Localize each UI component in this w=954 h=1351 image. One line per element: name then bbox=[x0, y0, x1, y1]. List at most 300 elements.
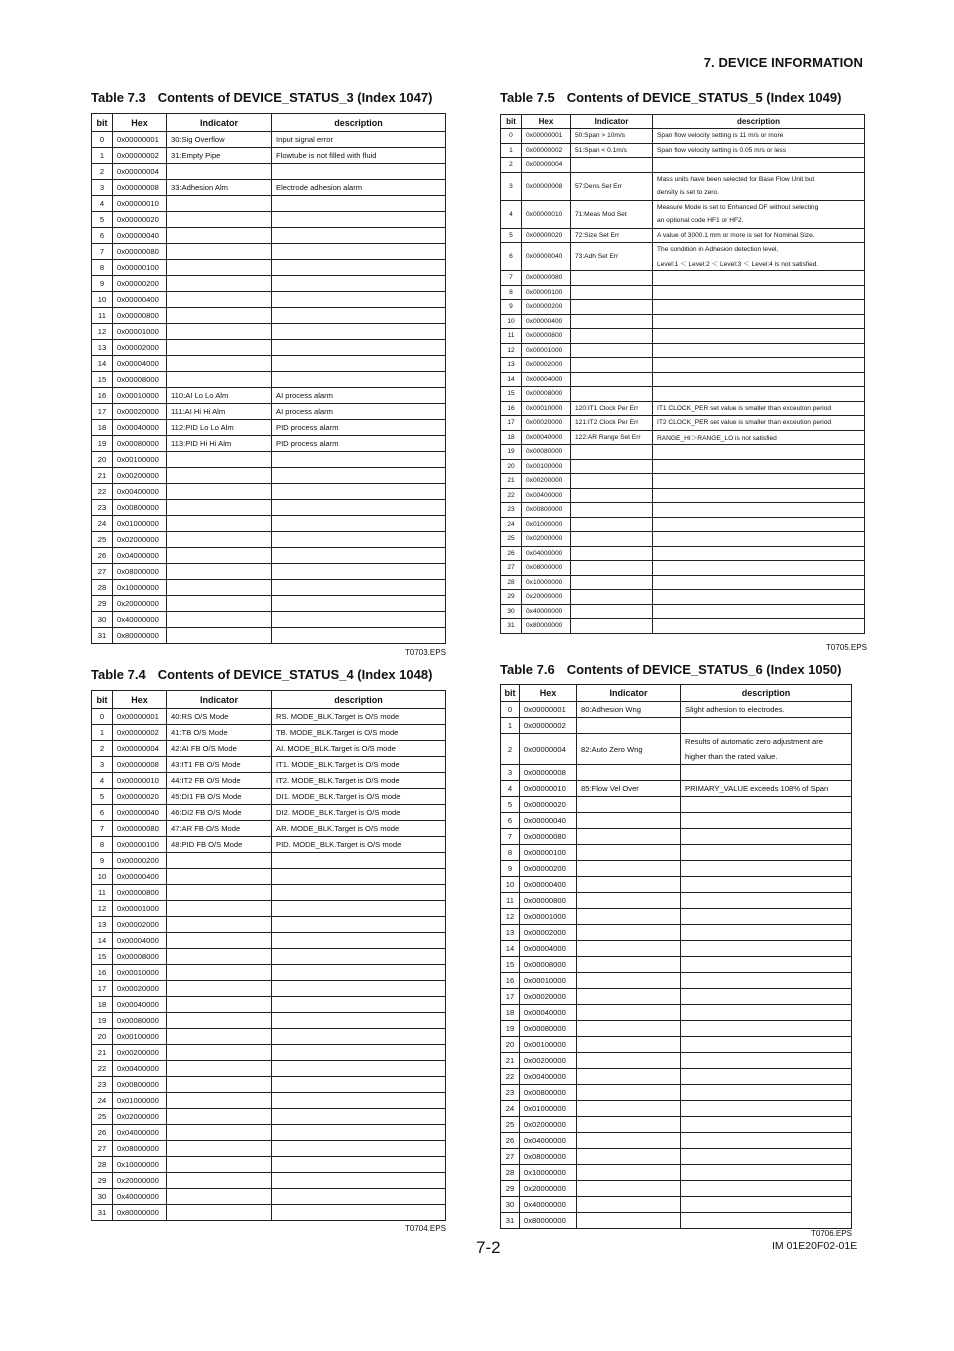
hex-cell: 0x00100000 bbox=[113, 1029, 167, 1045]
indicator-cell bbox=[571, 474, 653, 489]
bit-cell: 20 bbox=[501, 1037, 520, 1053]
table-row bbox=[501, 941, 852, 957]
table-row bbox=[92, 228, 446, 244]
table-row bbox=[92, 1189, 446, 1205]
description-cell bbox=[653, 474, 865, 489]
table-row bbox=[501, 561, 865, 576]
table-row bbox=[501, 158, 865, 173]
table-row bbox=[92, 500, 446, 516]
table-row bbox=[92, 949, 446, 965]
table-row bbox=[501, 358, 865, 373]
indicator-cell: 45:DI1 FB O/S Mode bbox=[167, 789, 272, 805]
col-header-hex: Hex bbox=[522, 115, 571, 129]
description-cell bbox=[681, 1069, 852, 1085]
bit-cell: 31 bbox=[92, 1205, 113, 1221]
bit-cell: 10 bbox=[501, 314, 522, 329]
indicator-cell bbox=[167, 1093, 272, 1109]
table-row bbox=[501, 172, 865, 186]
bit-cell: 9 bbox=[92, 853, 113, 869]
indicator-cell bbox=[571, 329, 653, 344]
indicator-cell bbox=[571, 343, 653, 358]
description-cell bbox=[272, 244, 446, 260]
description-cell: The condition in Adhesion detection level, bbox=[653, 243, 865, 257]
bit-cell: 13 bbox=[501, 925, 520, 941]
table-row bbox=[92, 212, 446, 228]
header-row bbox=[92, 114, 446, 132]
hex-cell: 0x00000002 bbox=[520, 718, 577, 734]
hex-cell: 0x00000080 bbox=[113, 244, 167, 260]
description-cell-line-2: density is set to zero. bbox=[653, 186, 865, 200]
table-row bbox=[501, 285, 865, 300]
hex-cell: 0x00100000 bbox=[522, 459, 571, 474]
description-cell bbox=[272, 853, 446, 869]
table-row bbox=[92, 773, 446, 789]
indicator-cell bbox=[571, 285, 653, 300]
table-row bbox=[92, 388, 446, 404]
bit-cell: 15 bbox=[501, 957, 520, 973]
description-cell: PID. MODE_BLK.Target is O/S mode bbox=[272, 837, 446, 853]
description-cell bbox=[272, 564, 446, 580]
bit-cell: 15 bbox=[92, 372, 113, 388]
hex-cell: 0x80000000 bbox=[113, 1205, 167, 1221]
bit-cell: 21 bbox=[501, 474, 522, 489]
bit-cell: 15 bbox=[501, 387, 522, 402]
description-cell bbox=[272, 981, 446, 997]
table-row bbox=[501, 989, 852, 1005]
description-cell bbox=[272, 516, 446, 532]
hex-cell: 0x00008000 bbox=[520, 957, 577, 973]
bit-cell: 1 bbox=[501, 143, 522, 158]
bit-cell: 26 bbox=[92, 1125, 113, 1141]
indicator-cell bbox=[167, 1205, 272, 1221]
hex-cell: 0x80000000 bbox=[522, 619, 571, 634]
hex-cell: 0x00020000 bbox=[113, 404, 167, 420]
description-cell bbox=[272, 292, 446, 308]
bit-cell: 6 bbox=[92, 805, 113, 821]
table-row bbox=[501, 797, 852, 813]
table-row bbox=[501, 575, 865, 590]
indicator-cell bbox=[577, 989, 681, 1005]
hex-cell: 0x01000000 bbox=[113, 1093, 167, 1109]
bit-cell: 0 bbox=[92, 132, 113, 148]
col-header-indicator: Indicator bbox=[167, 691, 272, 709]
bit-cell: 13 bbox=[92, 917, 113, 933]
bit-cell: 8 bbox=[92, 837, 113, 853]
indicator-cell bbox=[167, 196, 272, 212]
hex-cell: 0x00000010 bbox=[113, 773, 167, 789]
bit-cell: 8 bbox=[501, 285, 522, 300]
indicator-cell bbox=[577, 861, 681, 877]
indicator-cell bbox=[571, 358, 653, 373]
description-cell: IT1. MODE_BLK.Target is O/S mode bbox=[272, 757, 446, 773]
indicator-cell bbox=[571, 561, 653, 576]
indicator-cell bbox=[577, 973, 681, 989]
bit-cell: 1 bbox=[92, 148, 113, 164]
indicator-cell: 120:IT1 Clock Per Err bbox=[571, 401, 653, 416]
indicator-cell bbox=[167, 885, 272, 901]
description-cell: AR. MODE_BLK.Target is O/S mode bbox=[272, 821, 446, 837]
bit-cell: 2 bbox=[92, 741, 113, 757]
description-cell bbox=[653, 604, 865, 619]
hex-cell: 0x20000000 bbox=[113, 1173, 167, 1189]
indicator-cell bbox=[577, 1213, 681, 1229]
description-cell bbox=[272, 885, 446, 901]
bit-cell: 29 bbox=[92, 1173, 113, 1189]
hex-cell: 0x00008000 bbox=[522, 387, 571, 402]
hex-cell: 0x00000800 bbox=[113, 308, 167, 324]
bit-cell: 14 bbox=[501, 941, 520, 957]
bit-cell: 23 bbox=[501, 503, 522, 518]
bit-cell: 20 bbox=[92, 1029, 113, 1045]
description-cell bbox=[681, 718, 852, 734]
description-cell bbox=[681, 813, 852, 829]
table-row bbox=[92, 1045, 446, 1061]
indicator-cell bbox=[571, 590, 653, 605]
table-row bbox=[501, 1101, 852, 1117]
description-cell bbox=[653, 387, 865, 402]
table-row bbox=[501, 445, 865, 460]
table-row bbox=[501, 372, 865, 387]
description-cell bbox=[272, 1109, 446, 1125]
hex-cell: 0x00000100 bbox=[113, 837, 167, 853]
indicator-cell bbox=[167, 1125, 272, 1141]
description-cell bbox=[272, 532, 446, 548]
table-row bbox=[501, 416, 865, 431]
description-cell bbox=[681, 1197, 852, 1213]
col-header-bit: bit bbox=[501, 685, 520, 702]
hex-cell: 0x01000000 bbox=[113, 516, 167, 532]
table-row bbox=[501, 765, 852, 781]
indicator-cell bbox=[167, 901, 272, 917]
hex-cell: 0x00400000 bbox=[520, 1069, 577, 1085]
hex-cell: 0x00000010 bbox=[520, 781, 577, 797]
hex-cell: 0x80000000 bbox=[520, 1213, 577, 1229]
table-row bbox=[501, 1069, 852, 1085]
indicator-cell bbox=[577, 845, 681, 861]
bit-cell: 2 bbox=[92, 164, 113, 180]
indicator-cell: 30:Sig Overflow bbox=[167, 132, 272, 148]
description-cell bbox=[272, 1045, 446, 1061]
bit-cell: 6 bbox=[92, 228, 113, 244]
indicator-cell bbox=[167, 1157, 272, 1173]
indicator-cell bbox=[571, 546, 653, 561]
hex-cell: 0x00020000 bbox=[113, 981, 167, 997]
table-row bbox=[501, 488, 865, 503]
indicator-cell bbox=[167, 869, 272, 885]
table-row bbox=[501, 781, 852, 797]
description-cell: Measure Mode is set to Enhanced DF without selecting bbox=[653, 200, 865, 214]
hex-cell: 0x02000000 bbox=[522, 532, 571, 547]
hex-cell: 0x00000002 bbox=[113, 148, 167, 164]
indicator-cell bbox=[577, 1165, 681, 1181]
description-cell bbox=[653, 300, 865, 315]
indicator-cell: 46:DI2 FB O/S Mode bbox=[167, 805, 272, 821]
hex-cell: 0x00000100 bbox=[522, 285, 571, 300]
bit-cell: 22 bbox=[92, 1061, 113, 1077]
description-cell bbox=[653, 158, 865, 173]
description-cell bbox=[272, 228, 446, 244]
table-row bbox=[501, 1053, 852, 1069]
bit-cell: 18 bbox=[501, 430, 522, 445]
eps-label: T0706.EPS bbox=[811, 1229, 852, 1238]
bit-cell: 8 bbox=[501, 845, 520, 861]
hex-cell: 0x00001000 bbox=[113, 324, 167, 340]
table-row bbox=[92, 628, 446, 644]
indicator-cell bbox=[577, 813, 681, 829]
hex-cell: 0x00000020 bbox=[520, 797, 577, 813]
indicator-cell: 51:Span < 0.1m/s bbox=[571, 143, 653, 158]
bit-cell: 0 bbox=[92, 709, 113, 725]
table-row bbox=[92, 436, 446, 452]
hex-cell: 0x00002000 bbox=[113, 917, 167, 933]
bit-cell: 14 bbox=[92, 356, 113, 372]
indicator-cell bbox=[577, 765, 681, 781]
bit-cell: 0 bbox=[501, 702, 520, 718]
description-cell bbox=[653, 271, 865, 286]
bit-cell: 22 bbox=[501, 1069, 520, 1085]
hex-cell: 0x20000000 bbox=[522, 590, 571, 605]
indicator-cell bbox=[167, 949, 272, 965]
bit-cell: 7 bbox=[92, 821, 113, 837]
bit-cell: 2 bbox=[501, 158, 522, 173]
indicator-cell bbox=[167, 1141, 272, 1157]
bit-cell: 19 bbox=[92, 1013, 113, 1029]
bit-cell: 30 bbox=[92, 1189, 113, 1205]
description-cell bbox=[681, 877, 852, 893]
table-row bbox=[501, 143, 865, 158]
indicator-cell bbox=[167, 452, 272, 468]
description-cell: Electrode adhesion alarm bbox=[272, 180, 446, 196]
description-cell bbox=[272, 484, 446, 500]
hex-cell: 0x40000000 bbox=[113, 612, 167, 628]
table-row bbox=[501, 590, 865, 605]
bit-cell: 20 bbox=[501, 459, 522, 474]
bit-cell: 21 bbox=[92, 468, 113, 484]
description-cell: AI process alarm bbox=[272, 404, 446, 420]
indicator-cell: 71:Meas Mod Set bbox=[571, 200, 653, 228]
indicator-cell bbox=[577, 829, 681, 845]
hex-cell: 0x00040000 bbox=[113, 997, 167, 1013]
indicator-cell bbox=[167, 1189, 272, 1205]
description-cell bbox=[653, 561, 865, 576]
description-cell bbox=[653, 488, 865, 503]
indicator-cell bbox=[167, 244, 272, 260]
col-header-hex: Hex bbox=[113, 114, 167, 132]
hex-cell: 0x00000100 bbox=[520, 845, 577, 861]
table-row bbox=[501, 300, 865, 315]
description-cell: A value of 3000.1 mm or more is set for Nominal Size. bbox=[653, 228, 865, 243]
description-cell: AI process alarm bbox=[272, 388, 446, 404]
description-cell bbox=[272, 500, 446, 516]
indicator-cell bbox=[577, 1101, 681, 1117]
hex-cell: 0x02000000 bbox=[113, 532, 167, 548]
description-cell bbox=[653, 285, 865, 300]
hex-cell: 0x00000008 bbox=[113, 757, 167, 773]
indicator-cell bbox=[571, 488, 653, 503]
hex-cell: 0x00004000 bbox=[520, 941, 577, 957]
description-cell bbox=[681, 765, 852, 781]
hex-cell: 0x00008000 bbox=[113, 949, 167, 965]
table-row bbox=[501, 718, 852, 734]
bit-cell: 8 bbox=[92, 260, 113, 276]
table-row bbox=[92, 148, 446, 164]
description-cell bbox=[272, 260, 446, 276]
hex-cell: 0x00000010 bbox=[113, 196, 167, 212]
hex-cell: 0x00010000 bbox=[522, 401, 571, 416]
bit-cell: 10 bbox=[92, 869, 113, 885]
bit-cell: 6 bbox=[501, 243, 522, 271]
indicator-cell bbox=[167, 917, 272, 933]
description-cell bbox=[272, 933, 446, 949]
hex-cell: 0x00010000 bbox=[520, 973, 577, 989]
bit-cell: 21 bbox=[501, 1053, 520, 1069]
indicator-cell: 112:PID Lo Lo Alm bbox=[167, 420, 272, 436]
indicator-cell: 48:PID FB O/S Mode bbox=[167, 837, 272, 853]
table-row bbox=[92, 548, 446, 564]
table-row bbox=[92, 420, 446, 436]
bit-cell: 19 bbox=[92, 436, 113, 452]
indicator-cell bbox=[571, 517, 653, 532]
table-row bbox=[92, 917, 446, 933]
table-row bbox=[501, 517, 865, 532]
description-cell bbox=[681, 909, 852, 925]
description-cell bbox=[272, 308, 446, 324]
table-row bbox=[92, 180, 446, 196]
hex-cell: 0x00004000 bbox=[113, 356, 167, 372]
description-cell bbox=[653, 314, 865, 329]
description-cell bbox=[653, 532, 865, 547]
indicator-cell bbox=[571, 387, 653, 402]
indicator-cell bbox=[167, 500, 272, 516]
bit-cell: 24 bbox=[92, 1093, 113, 1109]
col-header-bit: bit bbox=[501, 115, 522, 129]
indicator-cell bbox=[167, 933, 272, 949]
hex-cell: 0x20000000 bbox=[520, 1181, 577, 1197]
description-cell bbox=[681, 989, 852, 1005]
indicator-cell bbox=[167, 468, 272, 484]
indicator-cell bbox=[577, 1069, 681, 1085]
description-cell: DI1. MODE_BLK.Target is O/S mode bbox=[272, 789, 446, 805]
description-cell-line-2: higher than the rated value. bbox=[681, 749, 852, 765]
table-row bbox=[92, 1061, 446, 1077]
indicator-cell bbox=[167, 532, 272, 548]
indicator-cell: 85:Flow Vel Over bbox=[577, 781, 681, 797]
table-row bbox=[92, 1173, 446, 1189]
description-cell bbox=[272, 580, 446, 596]
hex-cell: 0x00000200 bbox=[520, 861, 577, 877]
table-row bbox=[501, 1165, 852, 1181]
table-row bbox=[501, 503, 865, 518]
indicator-cell: 41:TB O/S Mode bbox=[167, 725, 272, 741]
bit-cell: 17 bbox=[501, 416, 522, 431]
bit-cell: 24 bbox=[92, 516, 113, 532]
hex-cell: 0x08000000 bbox=[113, 564, 167, 580]
hex-cell: 0x00002000 bbox=[520, 925, 577, 941]
indicator-cell bbox=[577, 909, 681, 925]
description-cell bbox=[272, 949, 446, 965]
bit-cell: 11 bbox=[501, 893, 520, 909]
header-row bbox=[501, 685, 852, 702]
indicator-cell: 43:IT1 FB O/S Mode bbox=[167, 757, 272, 773]
indicator-cell bbox=[577, 1085, 681, 1101]
description-cell bbox=[272, 596, 446, 612]
header-row bbox=[501, 115, 865, 129]
table-row bbox=[501, 813, 852, 829]
description-cell bbox=[272, 548, 446, 564]
hex-cell: 0x00000400 bbox=[522, 314, 571, 329]
table-row bbox=[92, 1141, 446, 1157]
hex-cell: 0x00000004 bbox=[522, 158, 571, 173]
indicator-cell: 31:Empty Pipe bbox=[167, 148, 272, 164]
bit-cell: 16 bbox=[92, 388, 113, 404]
bit-cell: 22 bbox=[501, 488, 522, 503]
description-cell bbox=[681, 1005, 852, 1021]
indicator-cell bbox=[167, 853, 272, 869]
col-header-indicator: Indicator bbox=[167, 114, 272, 132]
bit-cell: 27 bbox=[92, 1141, 113, 1157]
table-row bbox=[92, 196, 446, 212]
table-row bbox=[501, 619, 865, 634]
hex-cell: 0x00004000 bbox=[522, 372, 571, 387]
hex-cell: 0x00010000 bbox=[113, 965, 167, 981]
indicator-cell bbox=[167, 292, 272, 308]
table-row bbox=[92, 837, 446, 853]
table-row bbox=[92, 1125, 446, 1141]
bit-cell: 7 bbox=[501, 829, 520, 845]
indicator-cell: 33:Adhesion Alm bbox=[167, 180, 272, 196]
description-cell bbox=[681, 1149, 852, 1165]
description-cell bbox=[272, 612, 446, 628]
indicator-cell bbox=[577, 718, 681, 734]
table-7-4 bbox=[91, 690, 446, 1221]
description-cell bbox=[272, 1189, 446, 1205]
bit-cell: 29 bbox=[92, 596, 113, 612]
col-header-description: description bbox=[272, 114, 446, 132]
bit-cell: 28 bbox=[92, 580, 113, 596]
bit-cell: 27 bbox=[501, 561, 522, 576]
bit-cell: 17 bbox=[92, 404, 113, 420]
hex-cell: 0x00100000 bbox=[520, 1037, 577, 1053]
indicator-cell bbox=[571, 314, 653, 329]
table-7-3 bbox=[91, 113, 446, 644]
table-row bbox=[501, 1149, 852, 1165]
hex-cell: 0x00010000 bbox=[113, 388, 167, 404]
table-row bbox=[92, 308, 446, 324]
bit-cell: 30 bbox=[501, 604, 522, 619]
indicator-cell: 82:Auto Zero Wng bbox=[577, 734, 681, 765]
bit-cell: 10 bbox=[501, 877, 520, 893]
description-cell bbox=[681, 1021, 852, 1037]
description-cell: TB. MODE_BLK.Target is O/S mode bbox=[272, 725, 446, 741]
table-row bbox=[92, 1157, 446, 1173]
description-cell bbox=[681, 1165, 852, 1181]
header-row bbox=[92, 691, 446, 709]
table-row bbox=[92, 901, 446, 917]
hex-cell: 0x00000004 bbox=[113, 741, 167, 757]
indicator-cell bbox=[167, 164, 272, 180]
indicator-cell bbox=[167, 596, 272, 612]
bit-cell: 23 bbox=[92, 1077, 113, 1093]
table-row bbox=[92, 580, 446, 596]
table-7-6 bbox=[500, 684, 852, 1229]
description-cell bbox=[681, 973, 852, 989]
table-row bbox=[501, 1133, 852, 1149]
indicator-cell bbox=[167, 1029, 272, 1045]
indicator-cell bbox=[167, 308, 272, 324]
description-cell bbox=[272, 1125, 446, 1141]
table-row bbox=[501, 314, 865, 329]
col-header-bit: bit bbox=[92, 691, 113, 709]
